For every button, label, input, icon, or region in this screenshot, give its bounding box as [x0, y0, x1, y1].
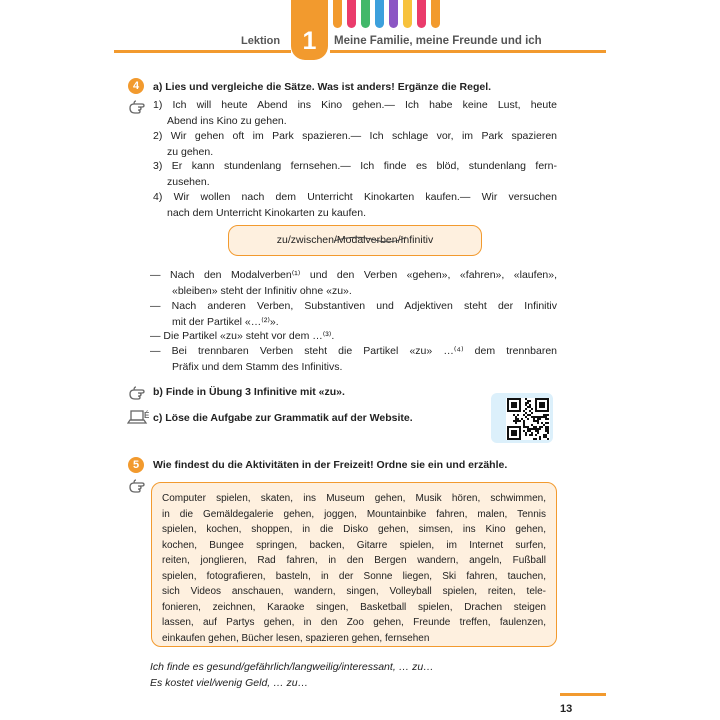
chapter-title: Meine Familie, meine Freunde und ich: [334, 35, 542, 47]
ex4-rule-3-line1: — Die Partikel «zu» steht vor dem …⁽³⁾.: [150, 330, 335, 342]
ex4-rule-1-line1: — Nach den Modalverben⁽¹⁾ und den Verben «gehen», «fahren», «laufen»,: [150, 269, 557, 281]
ex4-item-4-line1: 4) Wir wollen nach dem Unterricht Kinokarten kaufen.— Wir versuchen: [153, 191, 557, 203]
ex4-item-2-line1: 2) Wir gehen oft im Park spazieren.— Ich schlage vor, im Park spazieren: [153, 130, 557, 142]
formula-text: zu/zwischen/Modalverben/Infinitiv: [276, 234, 434, 246]
activity-list-box: [151, 482, 557, 647]
qr-code-icon[interactable]: [506, 398, 550, 440]
ex4-rule-2-line1: — Nach anderen Verben, Substantiven und Adjektiven steht der Infinitiv: [150, 300, 557, 312]
header-rule-right: [330, 50, 606, 53]
activity-line: sich Videos anschauen, wandern, singen, Volleyball spielen, reiten, tele-: [162, 586, 546, 597]
laptop-icon: [127, 409, 149, 429]
ex4-rule-4-line2: Präfix und dem Stamm des Infinitivs.: [172, 361, 343, 373]
exercise-4-number: 4: [128, 78, 144, 94]
ex4-item-4-line2: nach dem Unterricht Kinokarten zu kaufen.: [167, 207, 367, 219]
color-stripe: [333, 0, 342, 28]
activity-line: spielen, kochen, shoppen, in die Disko gehen, simsen, ins Kino gehen,: [162, 524, 546, 535]
speech-pattern-2: Es kostet viel/wenig Geld, … zu…: [150, 677, 309, 689]
ex4-item-1-line2: Abend ins Kino zu gehen.: [167, 115, 287, 127]
activity-line: lassen, auf Partys gehen, in den Zoo gehen, Freunde treffen, faulenzen,: [162, 617, 546, 628]
pointing-hand-icon: [128, 385, 146, 403]
color-stripe: [361, 0, 370, 28]
exercise-5-number: 5: [128, 457, 144, 473]
svg-text:É: É: [144, 411, 149, 420]
ex4-rule-4-line1: — Bei trennbaren Verben steht die Partikel «zu» …⁽⁴⁾ dem trennbaren: [150, 345, 557, 357]
ex4-rule-1-line2: «bleiben» steht der Infinitiv ohne «zu».: [172, 285, 352, 297]
color-stripe: [375, 0, 384, 28]
ex4-item-3-line1: 3) Er kann stundenlang fernsehen.— Ich finde es blöd, stundenlang fern-: [153, 160, 557, 172]
ex4-item-3-line2: zusehen.: [167, 176, 210, 188]
activity-line: einkaufen gehen, Bücher lesen, spazieren gehen, fernsehen: [162, 632, 430, 644]
exercise-4a-task: a) Lies und vergleiche die Sätze. Was ist anders! Ergänze die Regel.: [153, 81, 492, 93]
activity-line: fonieren, zeichnen, Karaoke singen, Basketball spielen, Drachen steigen: [162, 601, 546, 613]
lektion-label: Lektion: [241, 35, 281, 47]
footer-rule: [560, 693, 606, 696]
ex4-rule-2-line2: mit der Partikel «…⁽²⁾».: [172, 316, 279, 328]
color-stripe: [403, 0, 412, 28]
pointing-hand-icon: [128, 99, 146, 117]
activity-line: spielen, fotografieren, basteln, in der Sonne liegen, Ski fahren, tauchen,: [162, 570, 546, 582]
lektion-number-tab: 1: [291, 0, 328, 60]
activity-line: Computer spielen, skaten, ins Museum gehen, Musik hören, schwimmen,: [162, 493, 546, 504]
color-stripe: [417, 0, 426, 28]
pointing-hand-icon: [128, 478, 146, 496]
speech-pattern-1: Ich finde es gesund/gefährlich/langweilig/interessant, … zu…: [150, 661, 434, 673]
color-stripe: [347, 0, 356, 28]
exercise-4b-task: b) Finde in Übung 3 Infinitive mit «zu».: [153, 386, 345, 398]
activity-line: kochen, Bungee springen, backen, Gitarre spielen, im Internet surfen,: [162, 539, 546, 551]
color-stripe: [431, 0, 440, 28]
activity-line: reiten, jonglieren, Rad fahren, in den Bergen wandern, angeln, Fußball: [162, 555, 546, 566]
activity-line: in die Gemäldegalerie gehen, joggen, Mountainbike fahren, malen, Tennis: [162, 508, 546, 520]
page-number: 13: [560, 703, 573, 715]
color-stripe: [389, 0, 398, 28]
ex4-item-1-line1: 1) Ich will heute Abend ins Kino gehen.— Ich habe keine Lust, heute: [153, 99, 557, 111]
exercise-5-task: Wie findest du die Aktivitäten in der Freizeit! Ordne sie ein und erzähle.: [153, 459, 508, 471]
exercise-4c-task: c) Löse die Aufgabe zur Grammatik auf der Website.: [153, 412, 413, 424]
ex4-item-2-line2: zu gehen.: [167, 146, 214, 158]
color-stripes: [333, 0, 440, 28]
strike-through-mark: [330, 232, 410, 248]
header-rule-left: [114, 50, 291, 53]
